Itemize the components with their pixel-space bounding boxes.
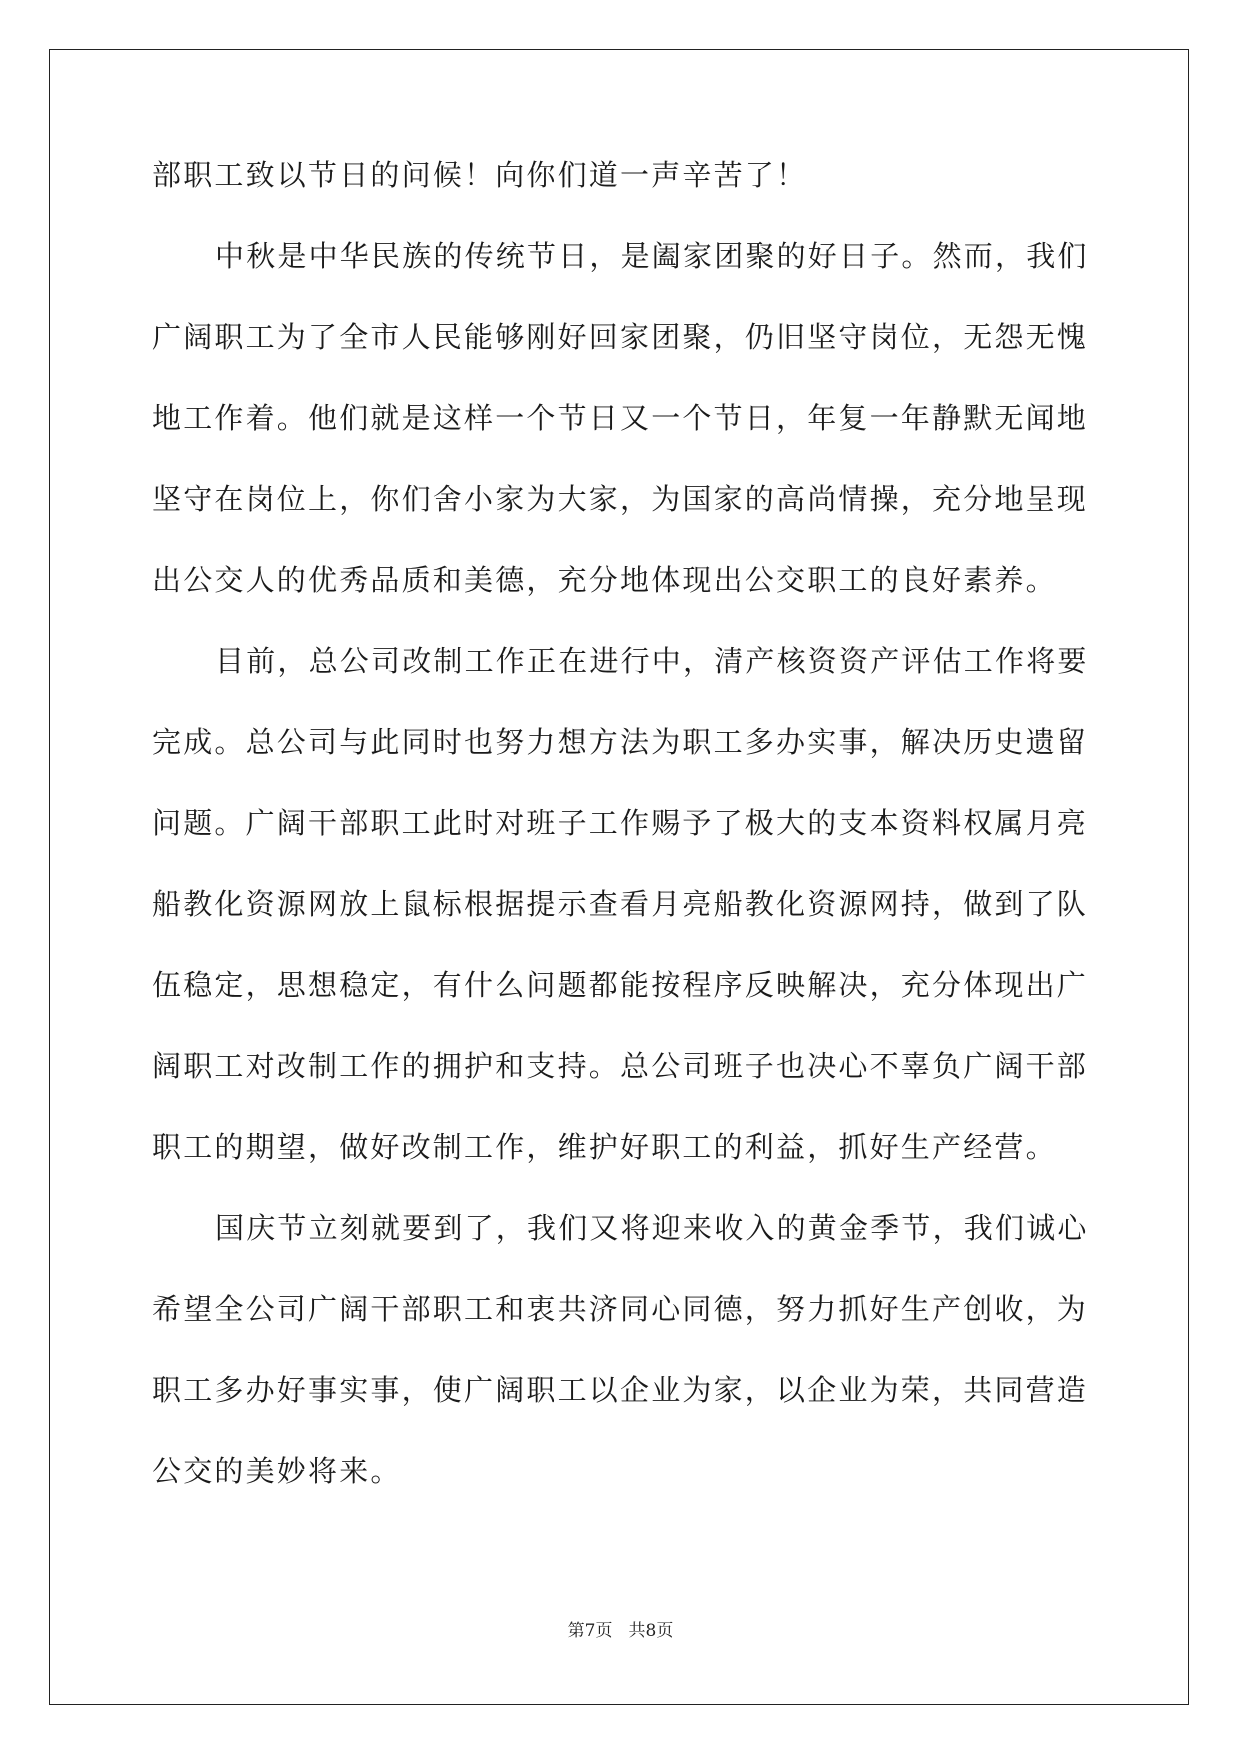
text-line: 完成。总公司与此同时也努力想方法为职工多办实事，解决历史遗留: [152, 725, 1089, 759]
text-line: 部职工致以节日的问候！向你们道一声辛苦了！: [152, 158, 808, 192]
text-line: 船教化资源网放上鼠标根据提示查看月亮船教化资源网持，做到了队: [152, 887, 1089, 921]
text-line: 阔职工对改制工作的拥护和支持。总公司班子也决心不辜负广阔干部: [152, 1049, 1089, 1083]
text-line: 地工作着。他们就是这样一个节日又一个节日，年复一年静默无闻地: [152, 401, 1089, 435]
text-line: 出公交人的优秀品质和美德，充分地体现出公交职工的良好素养。: [152, 563, 1057, 597]
page-total: 共8页: [628, 1621, 674, 1641]
text-line: 坚守在岗位上，你们舍小家为大家，为国家的高尚情操，充分地呈现: [152, 482, 1089, 516]
text-line: 广阔职工为了全市人民能够刚好回家团聚，仍旧坚守岗位，无怨无愧: [152, 320, 1089, 354]
text-line: 希望全公司广阔干部职工和衷共济同心同德，努力抓好生产创收，为: [152, 1292, 1089, 1326]
text-line: 中秋是中华民族的传统节日，是阖家团聚的好日子。然而，我们: [215, 239, 1089, 273]
text-line: 国庆节立刻就要到了，我们又将迎来收入的黄金季节，我们诚心: [215, 1211, 1089, 1245]
page-number: 第7页: [567, 1621, 613, 1641]
page-footer: [0, 1616, 1241, 1641]
text-line: 职工的期望，做好改制工作，维护好职工的利益，抓好生产经营。: [152, 1130, 1057, 1164]
document-body: [152, 160, 1092, 1537]
text-line: 职工多办好事实事，使广阔职工以企业为家，以企业为荣，共同营造: [152, 1373, 1089, 1407]
text-line: 目前，总公司改制工作正在进行中，清产核资资产评估工作将要: [215, 644, 1089, 678]
text-line: 公交的美妙将来。: [152, 1454, 402, 1488]
text-line: 伍稳定，思想稳定，有什么问题都能按程序反映解决，充分体现出广: [152, 968, 1089, 1002]
text-line: 问题。广阔干部职工此时对班子工作赐予了极大的支本资料权属月亮: [152, 806, 1089, 840]
